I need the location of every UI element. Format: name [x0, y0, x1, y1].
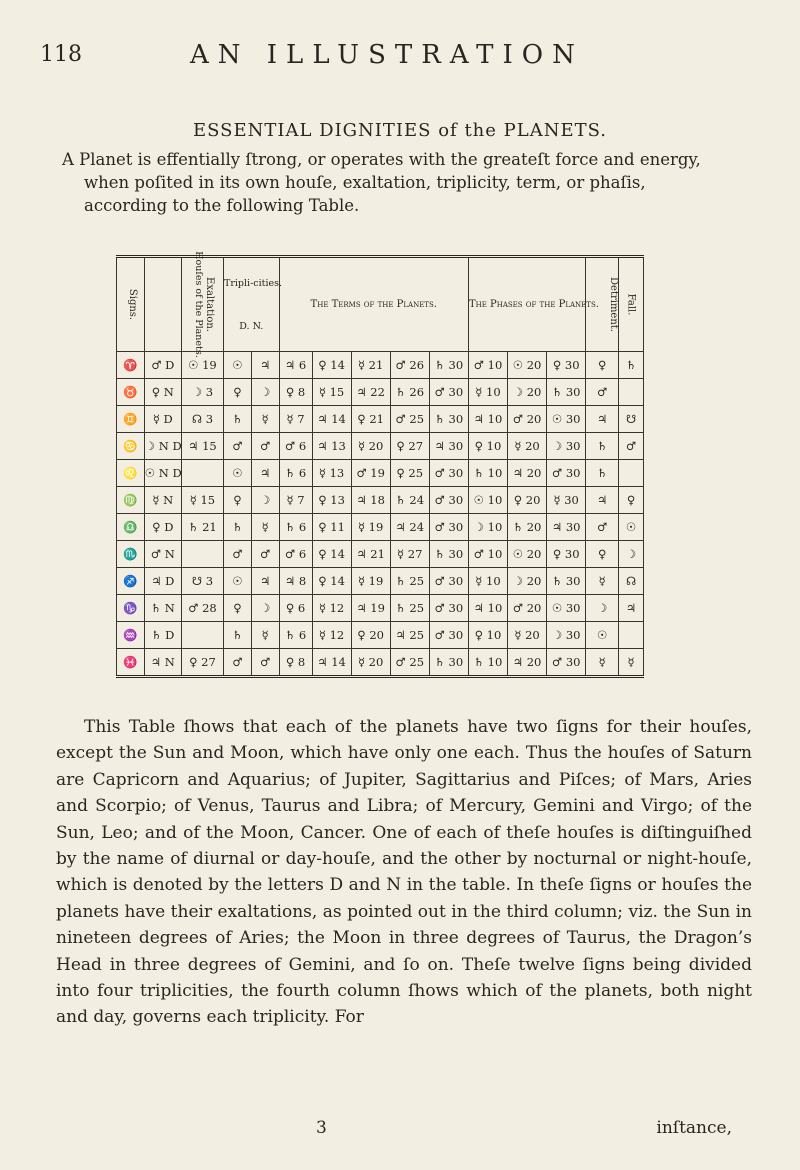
table-cell: ♀ 8: [279, 379, 312, 406]
table-cell: ♄: [619, 352, 644, 379]
table-cell: ♃ 15: [181, 433, 223, 460]
table-cell: ♃: [586, 487, 619, 514]
table-cell: ♄ 30: [547, 568, 586, 595]
table-cell: ♂ D: [144, 352, 181, 379]
table-row: [117, 568, 644, 595]
table-cell: ♀ 14: [312, 541, 351, 568]
table-cell: ♂ 20: [508, 595, 547, 622]
dignities-table: [116, 251, 644, 678]
table-cell: ♄ 25: [390, 568, 429, 595]
table-cell: ☿ 7: [279, 487, 312, 514]
table-row: [117, 379, 644, 406]
table-cell: ♃ 30: [429, 433, 468, 460]
table-cell: ♃ 13: [312, 433, 351, 460]
page-footer: [56, 1118, 752, 1142]
table-cell: ♀ 20: [351, 622, 390, 649]
header-exaltation: Exaltation.: [181, 257, 223, 352]
table-cell: ☉ 19: [181, 352, 223, 379]
table-cell: ☿ 27: [390, 541, 429, 568]
table-cell: ♄ 30: [429, 406, 468, 433]
table-cell: ♀ 11: [312, 514, 351, 541]
table-cell: ♒: [117, 622, 145, 649]
table-cell: ♂ 10: [468, 352, 507, 379]
triplicity-n-cell: ☿: [251, 406, 279, 433]
table-cell: ♀ 21: [351, 406, 390, 433]
triplicity-n-cell: ♃: [251, 352, 279, 379]
table-cell: ♂ 20: [508, 406, 547, 433]
triplicity-d-cell: ♂: [224, 649, 252, 677]
table-cell: ☉ 20: [508, 352, 547, 379]
table-cell: ♀ 14: [312, 352, 351, 379]
table-cell: ♀: [586, 541, 619, 568]
table-cell: ♃ 24: [390, 514, 429, 541]
table-cell: ♄ 30: [429, 649, 468, 677]
table-cell: ♄ N: [144, 595, 181, 622]
intro-line-1: A Planet is effentially ſtrong, or operates with the greateſt force and energy,: [62, 150, 701, 169]
triplicity-d-cell: ♀: [224, 379, 252, 406]
header-terms: The Terms of the Planets.: [279, 257, 468, 352]
table-cell: ♀ N: [144, 379, 181, 406]
table-cell: ♂ 25: [390, 406, 429, 433]
table-cell: ♀ D: [144, 514, 181, 541]
table-cell: ☉: [586, 622, 619, 649]
table-cell: ♃ 20: [508, 460, 547, 487]
triplicity-n-cell: ☿: [251, 622, 279, 649]
table-cell: ♂: [619, 433, 644, 460]
table-cell: ♃ 25: [390, 622, 429, 649]
page-header: [40, 42, 760, 82]
table-cell: ♄ 6: [279, 460, 312, 487]
intro-line-3: according to the following Table.: [84, 196, 360, 215]
table-row: [117, 541, 644, 568]
table-cell: ♃ N: [144, 649, 181, 677]
intro-paragraph: [62, 148, 752, 217]
table-cell: ♂ 30: [429, 622, 468, 649]
table-cell: ♄ 30: [429, 541, 468, 568]
table-row: [117, 487, 644, 514]
table-body: [117, 352, 644, 677]
table-cell: [181, 460, 223, 487]
table-cell: ♂: [586, 379, 619, 406]
table-cell: ♂ 25: [390, 649, 429, 677]
table-cell: ♀ 30: [547, 541, 586, 568]
table-cell: ☋: [619, 406, 644, 433]
section-title: ESSENTIAL DIGNITIES of the PLANETS.: [192, 120, 608, 141]
table-cell: [619, 460, 644, 487]
table-row: [117, 649, 644, 677]
table-cell: ♂ 19: [351, 460, 390, 487]
triplicity-n-cell: ♂: [251, 649, 279, 677]
table-cell: ☿ 20: [508, 433, 547, 460]
table-cell: ☽: [586, 595, 619, 622]
header-phases: The Phaſes of the Planets.: [468, 257, 585, 352]
table-cell: ♄: [586, 433, 619, 460]
table-cell: ♃ 18: [351, 487, 390, 514]
table-row: [117, 460, 644, 487]
table-cell: ☿ 21: [351, 352, 390, 379]
triplicity-n-cell: ☽: [251, 595, 279, 622]
table-cell: ☊: [619, 568, 644, 595]
table-cell: ♄ 6: [279, 514, 312, 541]
running-head: AN ILLUSTRATION: [190, 40, 584, 70]
table-cell: ♃ 6: [279, 352, 312, 379]
table-cell: ♀: [586, 352, 619, 379]
table-cell: ☽ 20: [508, 379, 547, 406]
table-cell: ☉ 10: [468, 487, 507, 514]
table-cell: ☿: [586, 649, 619, 677]
table-cell: ☿ 13: [312, 460, 351, 487]
header-fall: Fall.: [619, 257, 644, 352]
table-cell: ♂ 6: [279, 433, 312, 460]
table-cell: ♂ 6: [279, 541, 312, 568]
triplicity-n-cell: ♂: [251, 541, 279, 568]
table-cell: ☿ D: [144, 406, 181, 433]
table-cell: ☽ 10: [468, 514, 507, 541]
triplicity-n-cell: ☽: [251, 487, 279, 514]
table-cell: ♄ 10: [468, 649, 507, 677]
table-cell: ♃ 10: [468, 595, 507, 622]
table-cell: [181, 541, 223, 568]
table-cell: ♓: [117, 649, 145, 677]
table-cell: ♉: [117, 379, 145, 406]
header-signs: Signs.: [117, 257, 145, 352]
triplicity-d-cell: ♄: [224, 406, 252, 433]
table-cell: [181, 622, 223, 649]
table-cell: ♄ D: [144, 622, 181, 649]
table-cell: ♄: [586, 460, 619, 487]
table-row: [117, 514, 644, 541]
table-cell: ♐: [117, 568, 145, 595]
table-row: [117, 433, 644, 460]
table-cell: ☿ 19: [351, 568, 390, 595]
table-cell: ♍: [117, 487, 145, 514]
table-cell: ♀ 20: [508, 487, 547, 514]
table-header-row: [117, 257, 644, 352]
signature-mark: 3: [316, 1118, 327, 1138]
table-cell: ☽ 30: [547, 433, 586, 460]
triplicity-n-cell: ♂: [251, 433, 279, 460]
table-cell: ♀ 10: [468, 433, 507, 460]
table-cell: ☊ 3: [181, 406, 223, 433]
table-cell: ♎: [117, 514, 145, 541]
table-cell: ♂ N: [144, 541, 181, 568]
table-cell: ♂ 28: [181, 595, 223, 622]
table-cell: ☽ 3: [181, 379, 223, 406]
dignities-table-wrap: [116, 251, 644, 695]
table-cell: ♀ 14: [312, 568, 351, 595]
triplicity-d-cell: ☉: [224, 568, 252, 595]
table-cell: ☿ 30: [547, 487, 586, 514]
table-cell: ♂ 30: [429, 379, 468, 406]
table-cell: ♋: [117, 433, 145, 460]
table-cell: ♃ 10: [468, 406, 507, 433]
triplicity-d-cell: ♂: [224, 541, 252, 568]
table-cell: ☿ 7: [279, 406, 312, 433]
table-cell: ☽ 20: [508, 568, 547, 595]
table-cell: ♀ 30: [547, 352, 586, 379]
table-cell: ♄ 20: [508, 514, 547, 541]
table-cell: ☽: [619, 541, 644, 568]
table-cell: ☉: [619, 514, 644, 541]
table-row: [117, 595, 644, 622]
table-cell: ♃: [586, 406, 619, 433]
table-cell: ♈: [117, 352, 145, 379]
table-cell: ♃ 21: [351, 541, 390, 568]
table-cell: ♄ 25: [390, 595, 429, 622]
table-cell: ☽ 30: [547, 622, 586, 649]
table-cell: ♂ 26: [390, 352, 429, 379]
table-cell: ☿ 10: [468, 379, 507, 406]
table-cell: ♃ 19: [351, 595, 390, 622]
table-cell: ♀ 25: [390, 460, 429, 487]
table-cell: ♀ 10: [468, 622, 507, 649]
table-cell: ☿ 10: [468, 568, 507, 595]
header-triplicities: Tripli-cities. D. N.: [224, 257, 280, 352]
table-cell: ☿ 12: [312, 622, 351, 649]
table-cell: ☉ 30: [547, 595, 586, 622]
table-cell: ☉ 30: [547, 406, 586, 433]
table-cell: ♃ 14: [312, 406, 351, 433]
table-cell: ♀ 27: [390, 433, 429, 460]
triplicity-d-cell: ♂: [224, 433, 252, 460]
table-cell: ♂ 30: [429, 595, 468, 622]
triplicity-n-cell: ☿: [251, 514, 279, 541]
table-cell: ♀: [619, 487, 644, 514]
table-cell: ☿ 12: [312, 595, 351, 622]
table-cell: ☿ 20: [351, 433, 390, 460]
triplicity-n-cell: ☽: [251, 379, 279, 406]
table-cell: ♂ 30: [429, 487, 468, 514]
triplicity-n-cell: ♃: [251, 460, 279, 487]
table-cell: ☿ 20: [508, 622, 547, 649]
table-cell: ♄ 30: [429, 352, 468, 379]
table-cell: ♄ 21: [181, 514, 223, 541]
table-row: [117, 406, 644, 433]
table-cell: ♃ 20: [508, 649, 547, 677]
triplicity-d-cell: ♄: [224, 514, 252, 541]
body-paragraph: This Table ſhows that each of the planets have two ſigns for their houſes, except the Sun and Moon, which have only one each. Thus the houſes of Saturn are Capricorn and Aquarius; of Jupiter, Sagittarius and Piſces; of Mars, Aries and Scorpio; of Venus, Taurus and Libra; of Mercury, Gemini and Virgo; of the Sun, Leo; and of the Moon, Cancer. One of each of theſe houſes is diſtinguiſhed by the name of diurnal or day-houſe, and the other by nocturnal or night-houſe, which is denoted by the letters D and N in the table. In theſe ſigns or houſes the planets have their exaltations, as pointed out in the third column; viz. the Sun in nineteen degrees of Aries; the Moon in three degrees of Taurus, the Dragon’s Head in three degrees of Gemini, and ſo on. Theſe twelve ſigns being divided into four triplicities, the fourth column ſhows which of the planets, both night and day, governs each triplicity. For: [56, 717, 752, 1028]
triplicity-d-cell: ☉: [224, 460, 252, 487]
table-cell: ♏: [117, 541, 145, 568]
table-cell: [619, 379, 644, 406]
table-cell: ☿ N: [144, 487, 181, 514]
page-number: 118: [40, 42, 82, 67]
table-cell: ♀ 13: [312, 487, 351, 514]
table-cell: ♃: [619, 595, 644, 622]
triplicity-d-cell: ♀: [224, 487, 252, 514]
triplicity-d-cell: ♀: [224, 595, 252, 622]
table-cell: ♄ 26: [390, 379, 429, 406]
table-cell: ♑: [117, 595, 145, 622]
table-cell: ☿ 15: [312, 379, 351, 406]
table-cell: ☉ 20: [508, 541, 547, 568]
table-cell: ☽ N D: [144, 433, 181, 460]
table-cell: ♂: [586, 514, 619, 541]
table-cell: ♃ 14: [312, 649, 351, 677]
table-cell: ♃ 30: [547, 514, 586, 541]
table-cell: ☿: [619, 649, 644, 677]
table-cell: ☿ 19: [351, 514, 390, 541]
table-cell: ♊: [117, 406, 145, 433]
table-cell: ♂ 30: [429, 568, 468, 595]
table-cell: ♄ 10: [468, 460, 507, 487]
table-cell: ♃ 22: [351, 379, 390, 406]
table-cell: ♄ 24: [390, 487, 429, 514]
table-cell: ♄ 6: [279, 622, 312, 649]
table-cell: ♃ D: [144, 568, 181, 595]
table-cell: ☉ N D: [144, 460, 181, 487]
table-cell: ♂ 30: [547, 649, 586, 677]
table-cell: ♃ 8: [279, 568, 312, 595]
table-cell: ♂ 30: [429, 514, 468, 541]
header-houses: Houſes of the Planets.: [144, 257, 181, 352]
table-cell: ☋ 3: [181, 568, 223, 595]
table-row: [117, 622, 644, 649]
header-detriment: Detriment.: [586, 257, 619, 352]
table-cell: ♄ 30: [547, 379, 586, 406]
catchword: inſtance,: [656, 1118, 732, 1138]
table-cell: ☿: [586, 568, 619, 595]
intro-line-2: when poſited in its own houſe, exaltation, triplicity, term, or phaſis,: [84, 173, 646, 192]
triplicity-n-cell: ♃: [251, 568, 279, 595]
table-cell: [619, 622, 644, 649]
triplicity-d-cell: ♄: [224, 622, 252, 649]
table-cell: ♂ 30: [547, 460, 586, 487]
table-cell: ♀ 8: [279, 649, 312, 677]
table-cell: ☿ 15: [181, 487, 223, 514]
table-cell: ☿ 20: [351, 649, 390, 677]
table-cell: ♌: [117, 460, 145, 487]
table-cell: ♂ 30: [429, 460, 468, 487]
table-cell: ♂ 10: [468, 541, 507, 568]
table-cell: ♀ 27: [181, 649, 223, 677]
triplicity-d-cell: ☉: [224, 352, 252, 379]
table-cell: ♀ 6: [279, 595, 312, 622]
body-text: [56, 714, 752, 1031]
